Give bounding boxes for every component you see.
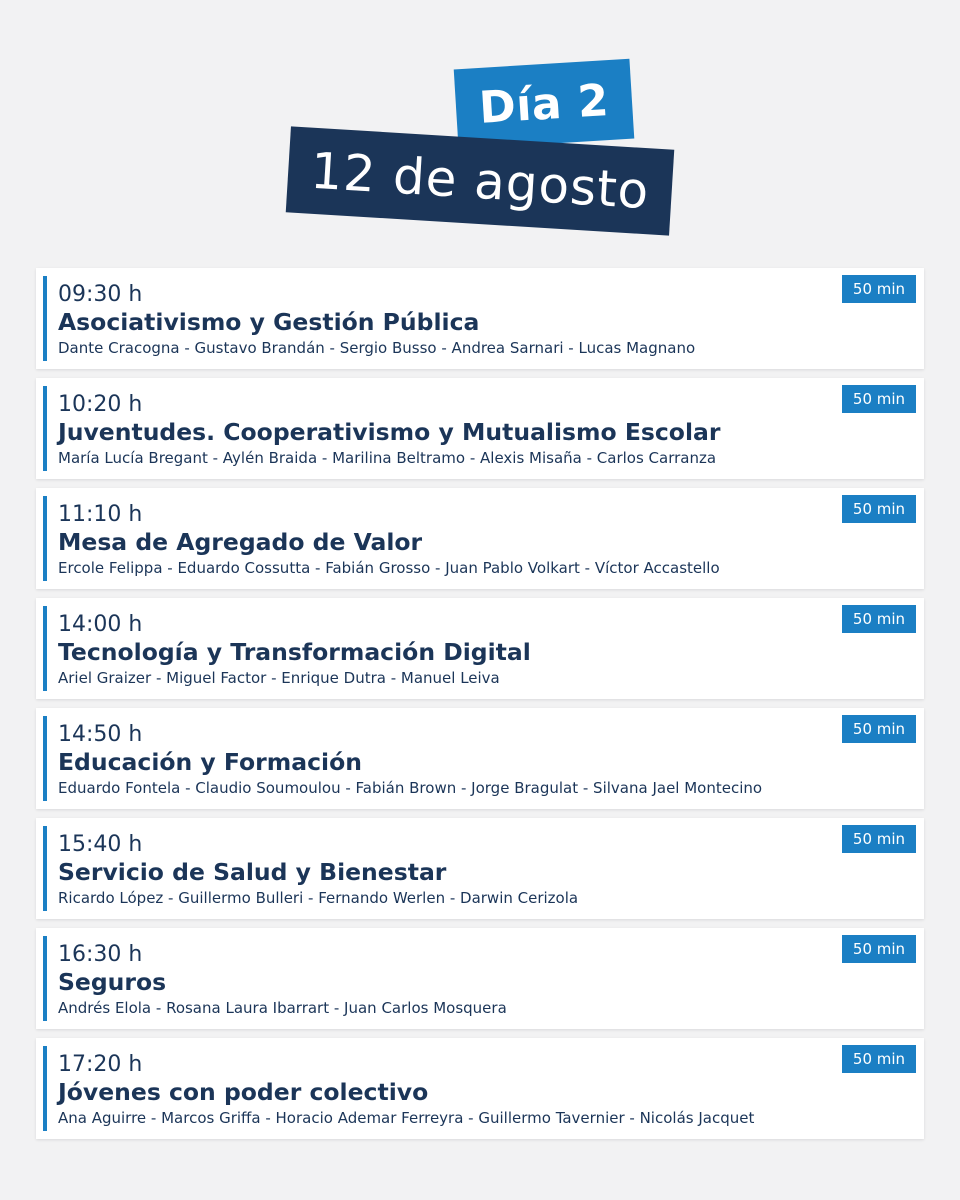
session-title: Tecnología y Transformación Digital — [58, 638, 531, 666]
session-time: 11:10 h — [58, 502, 143, 527]
session-accent-bar — [43, 936, 47, 1021]
session-time: 17:20 h — [58, 1052, 143, 1077]
session-time: 10:20 h — [58, 392, 143, 417]
session-accent-bar — [43, 276, 47, 361]
duration-badge: 50 min — [842, 825, 916, 853]
date-badge — [286, 126, 675, 235]
date-label: 12 de agosto — [308, 141, 652, 221]
session-time: 14:00 h — [58, 612, 143, 637]
session-card — [36, 928, 924, 1029]
session-title: Seguros — [58, 968, 167, 996]
session-accent-bar — [43, 606, 47, 691]
duration-badge: 50 min — [842, 385, 916, 413]
session-speakers: Ariel Graizer - Miguel Factor - Enrique Dutra - Manuel Leiva — [58, 669, 500, 687]
session-list — [36, 268, 924, 1148]
duration-badge: 50 min — [842, 605, 916, 633]
session-time: 15:40 h — [58, 832, 143, 857]
session-speakers: Ercole Felippa - Eduardo Cossutta - Fabián Grosso - Juan Pablo Volkart - Víctor Accastello — [58, 559, 720, 577]
session-time: 16:30 h — [58, 942, 143, 967]
duration-badge: 50 min — [842, 935, 916, 963]
session-accent-bar — [43, 716, 47, 801]
session-accent-bar — [43, 386, 47, 471]
session-title: Mesa de Agregado de Valor — [58, 528, 423, 556]
session-speakers: María Lucía Bregant - Aylén Braida - Marilina Beltramo - Alexis Misaña - Carlos Carranza — [58, 449, 717, 467]
session-accent-bar — [43, 826, 47, 911]
duration-badge: 50 min — [842, 1045, 916, 1073]
session-card — [36, 598, 924, 699]
session-time: 09:30 h — [58, 282, 143, 307]
session-accent-bar — [43, 496, 47, 581]
session-title: Educación y Formación — [58, 748, 362, 776]
day-badge — [454, 59, 635, 150]
session-card — [36, 708, 924, 809]
session-title: Asociativismo y Gestión Pública — [58, 308, 480, 336]
session-title: Jóvenes con poder colectivo — [58, 1078, 429, 1106]
header — [0, 0, 960, 260]
session-card — [36, 268, 924, 369]
duration-badge: 50 min — [842, 715, 916, 743]
session-time: 14:50 h — [58, 722, 143, 747]
session-card — [36, 488, 924, 589]
session-speakers: Ana Aguirre - Marcos Griffa - Horacio Ademar Ferreyra - Guillermo Tavernier - Nicolás Jacquet — [58, 1109, 755, 1127]
session-accent-bar — [43, 1046, 47, 1131]
session-card — [36, 818, 924, 919]
session-speakers: Andrés Elola - Rosana Laura Ibarrart - Juan Carlos Mosquera — [58, 999, 507, 1017]
session-card — [36, 378, 924, 479]
duration-badge: 50 min — [842, 275, 916, 303]
session-title: Servicio de Salud y Bienestar — [58, 858, 447, 886]
duration-badge: 50 min — [842, 495, 916, 523]
session-speakers: Dante Cracogna - Gustavo Brandán - Sergio Busso - Andrea Sarnari - Lucas Magnano — [58, 339, 696, 357]
day-label: Día 2 — [477, 74, 611, 134]
session-title: Juventudes. Cooperativismo y Mutualismo Escolar — [58, 418, 721, 446]
session-speakers: Ricardo López - Guillermo Bulleri - Fernando Werlen - Darwin Cerizola — [58, 889, 579, 907]
session-speakers: Eduardo Fontela - Claudio Soumoulou - Fabián Brown - Jorge Bragulat - Silvana Jael Montecino — [58, 779, 763, 797]
session-card — [36, 1038, 924, 1139]
